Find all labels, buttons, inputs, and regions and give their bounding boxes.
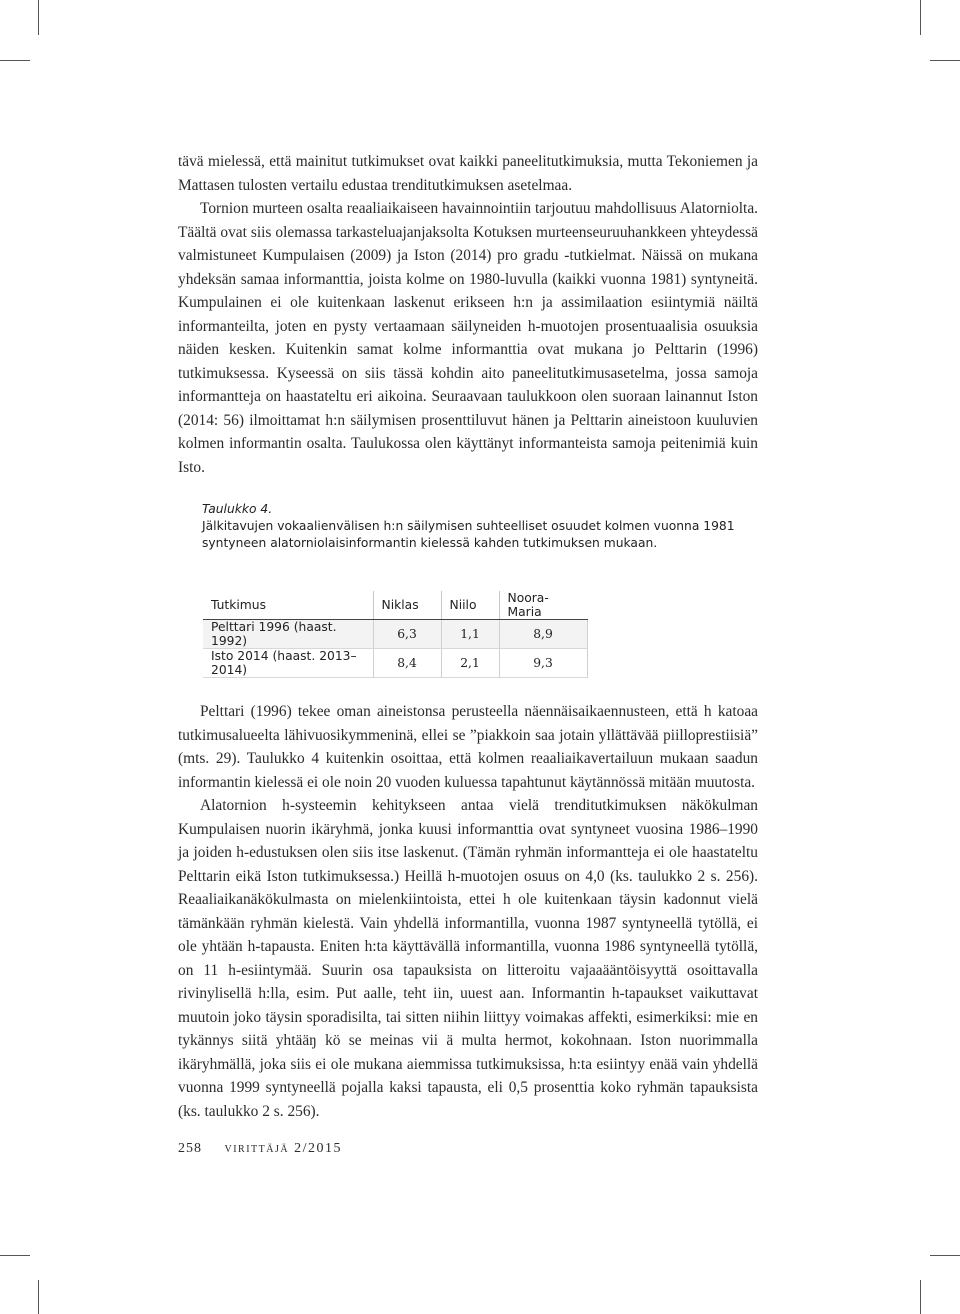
page-number: 258 [178, 1141, 202, 1156]
table-caption [202, 501, 762, 552]
crop-mark [0, 1255, 30, 1256]
table-cell: 1,1 [441, 620, 499, 649]
crop-mark [920, 0, 921, 35]
crop-mark [920, 1280, 921, 1314]
table-caption-label: Taulukko 4. [202, 502, 273, 516]
table-cell: 8,9 [499, 620, 587, 649]
body-text-top [178, 150, 758, 479]
crop-mark [930, 1255, 960, 1256]
paragraph: Alatornion h-systeemin kehitykseen antaa vielä trenditutkimuksen näkökulman Kumpulaisen nuorin ikäryhmä, jonka kuusi informanttia ovat syntyneet vuosina 1986–1990 ja joiden h-edustuksen olen siis itse laskenut. (Tämän ryhmän informantteja ei ole haastateltu Pelttarin eikä Iston tutkimuksessa.) Heillä h-muotojen osuus on 4,0 (ks. taulukko 2 s. 256). Reaaliaikanäkökulmasta on mielenkiintoista, ettei h ole kuitenkaan täysin kadonnut vielä tämänkään ryhmän kielestä. Vain yhdellä informantilla, vuonna 1987 syntyneellä tytöllä, ei ole yhtään h-tapausta. Eniten h:ta käyttävällä informantilla, vuonna 1986 syntyneellä tytöllä, on 11 h-esiintymää. Suurin osa tapauksista on litteroitu vajaaääntöisyyttä osoittavalla rivinylisellä h:lla, esim. Put aalle, teht iin, uuest aan. Informantin h-tapaukset vaikuttavat muutoin joko täysin sporadisilta, tai sitten niihin liittyy voimakas affekti, esimerkiksi: mie en tykännys siitä yhtääŋ kö se meinas vii ä multa hermot, kokohnaan. Iston nuorimmalla ikäryhmällä, joka siis ei ole mukana aiemmissa tutkimuksissa, h:ta esiintyy enää vain yhdellä vuonna 1999 syntyneellä pojalla kaksi tapausta, eli 0,5 prosenttia koko ryhmän tapauksista (ks. taulukko 2 s. 256). [178, 797, 758, 1120]
table-cell: 6,3 [373, 620, 441, 649]
table-caption-line: syntyneen alatorniolaisinformantin kielessä kahden tutkimuksen mukaan. [202, 536, 658, 550]
column-header: Niilo [441, 591, 499, 620]
data-table [203, 591, 588, 678]
table-cell: Pelttari 1996 (haast. 1992) [203, 620, 373, 649]
paragraph: tävä mielessä, että mainitut tutkimukset ovat kaikki paneelitutkimuksia, mutta Tekoniemen ja Mattasen tulosten vertailu edustaa trenditutkimuksen asetelmaa. [178, 153, 758, 194]
table-cell: 9,3 [499, 649, 587, 678]
journal-name: virittäjä 2/2015 [224, 1141, 342, 1156]
column-header: Niklas [373, 591, 441, 620]
body-text-bottom [178, 700, 758, 1123]
crop-mark [38, 0, 39, 35]
paragraph: Pelttari (1996) tekee oman aineistonsa perusteella näennäisaikaennusteen, että h katoaa tutkimusalueelta lähivuosikymmeninä, ellei se ”piakkoin saa jotain yllättävää piilloprestiisiä” (mts. 29). Taulukko 4 kuitenkin osoittaa, että kolmen reaaliaikavertailuun mukaan saadun informantin kielessä ei ole noin 20 vuoden kuluessa tapahtunut käytännössä mitään muutosta. [178, 703, 758, 791]
table-header-row [203, 591, 587, 620]
column-header: Tutkimus [203, 591, 373, 620]
table-cell: 8,4 [373, 649, 441, 678]
crop-mark [930, 60, 960, 61]
crop-mark [0, 60, 30, 61]
crop-mark [38, 1280, 39, 1314]
table-row [203, 620, 587, 649]
table-row [203, 649, 587, 678]
paragraph: Tornion murteen osalta reaaliaikaiseen havainnointiin tarjoutuu mahdollisuus Alatorniolta. Täältä ovat siis olemassa tarkasteluajanjaksolta Kotuksen murteenseuruuhankkeen yhteydessä valmistuneet Kumpulaisen (2009) ja Iston (2014) pro gradu -tutkielmat. Näissä on mukana yhdeksän samaa informanttia, joista kolme on 1980-luvulla (kaikki vuonna 1981) syntyneitä. Kumpulainen ei ole kuitenkaan laskenut erikseen h:n ja assimilaation esiintymiä näiltä informanteilta, joten en pysty vertaamaan säilyneiden h-muotojen prosentuaalisia osuuksia näiden kesken. Kuitenkin samat kolme informanttia ovat mukana jo Pelttarin (1996) tutkimuksessa. Kyseessä on siis tässä kohdin aito paneelitutkimusasetelma, jossa samoja informantteja on haastateltu eri aikoina. Seuraavaan taulukkoon olen suoraan lainannut Iston (2014: 56) ilmoittamat h:n säilymisen prosenttiluvut hänen ja Pelttarin aineistoon kuuluvien kolmen informantin osalta. Taulukossa olen käyttänyt informanteista samoja peitenimiä kuin Isto. [178, 200, 758, 476]
page-footer [178, 1141, 342, 1157]
table-cell: 2,1 [441, 649, 499, 678]
table-caption-line: Jälkitavujen vokaalienvälisen h:n säilymisen suhteelliset osuudet kolmen vuonna 1981 [202, 519, 735, 533]
column-header: Noora-Maria [499, 591, 587, 620]
table-cell: Isto 2014 (haast. 2013–2014) [203, 649, 373, 678]
